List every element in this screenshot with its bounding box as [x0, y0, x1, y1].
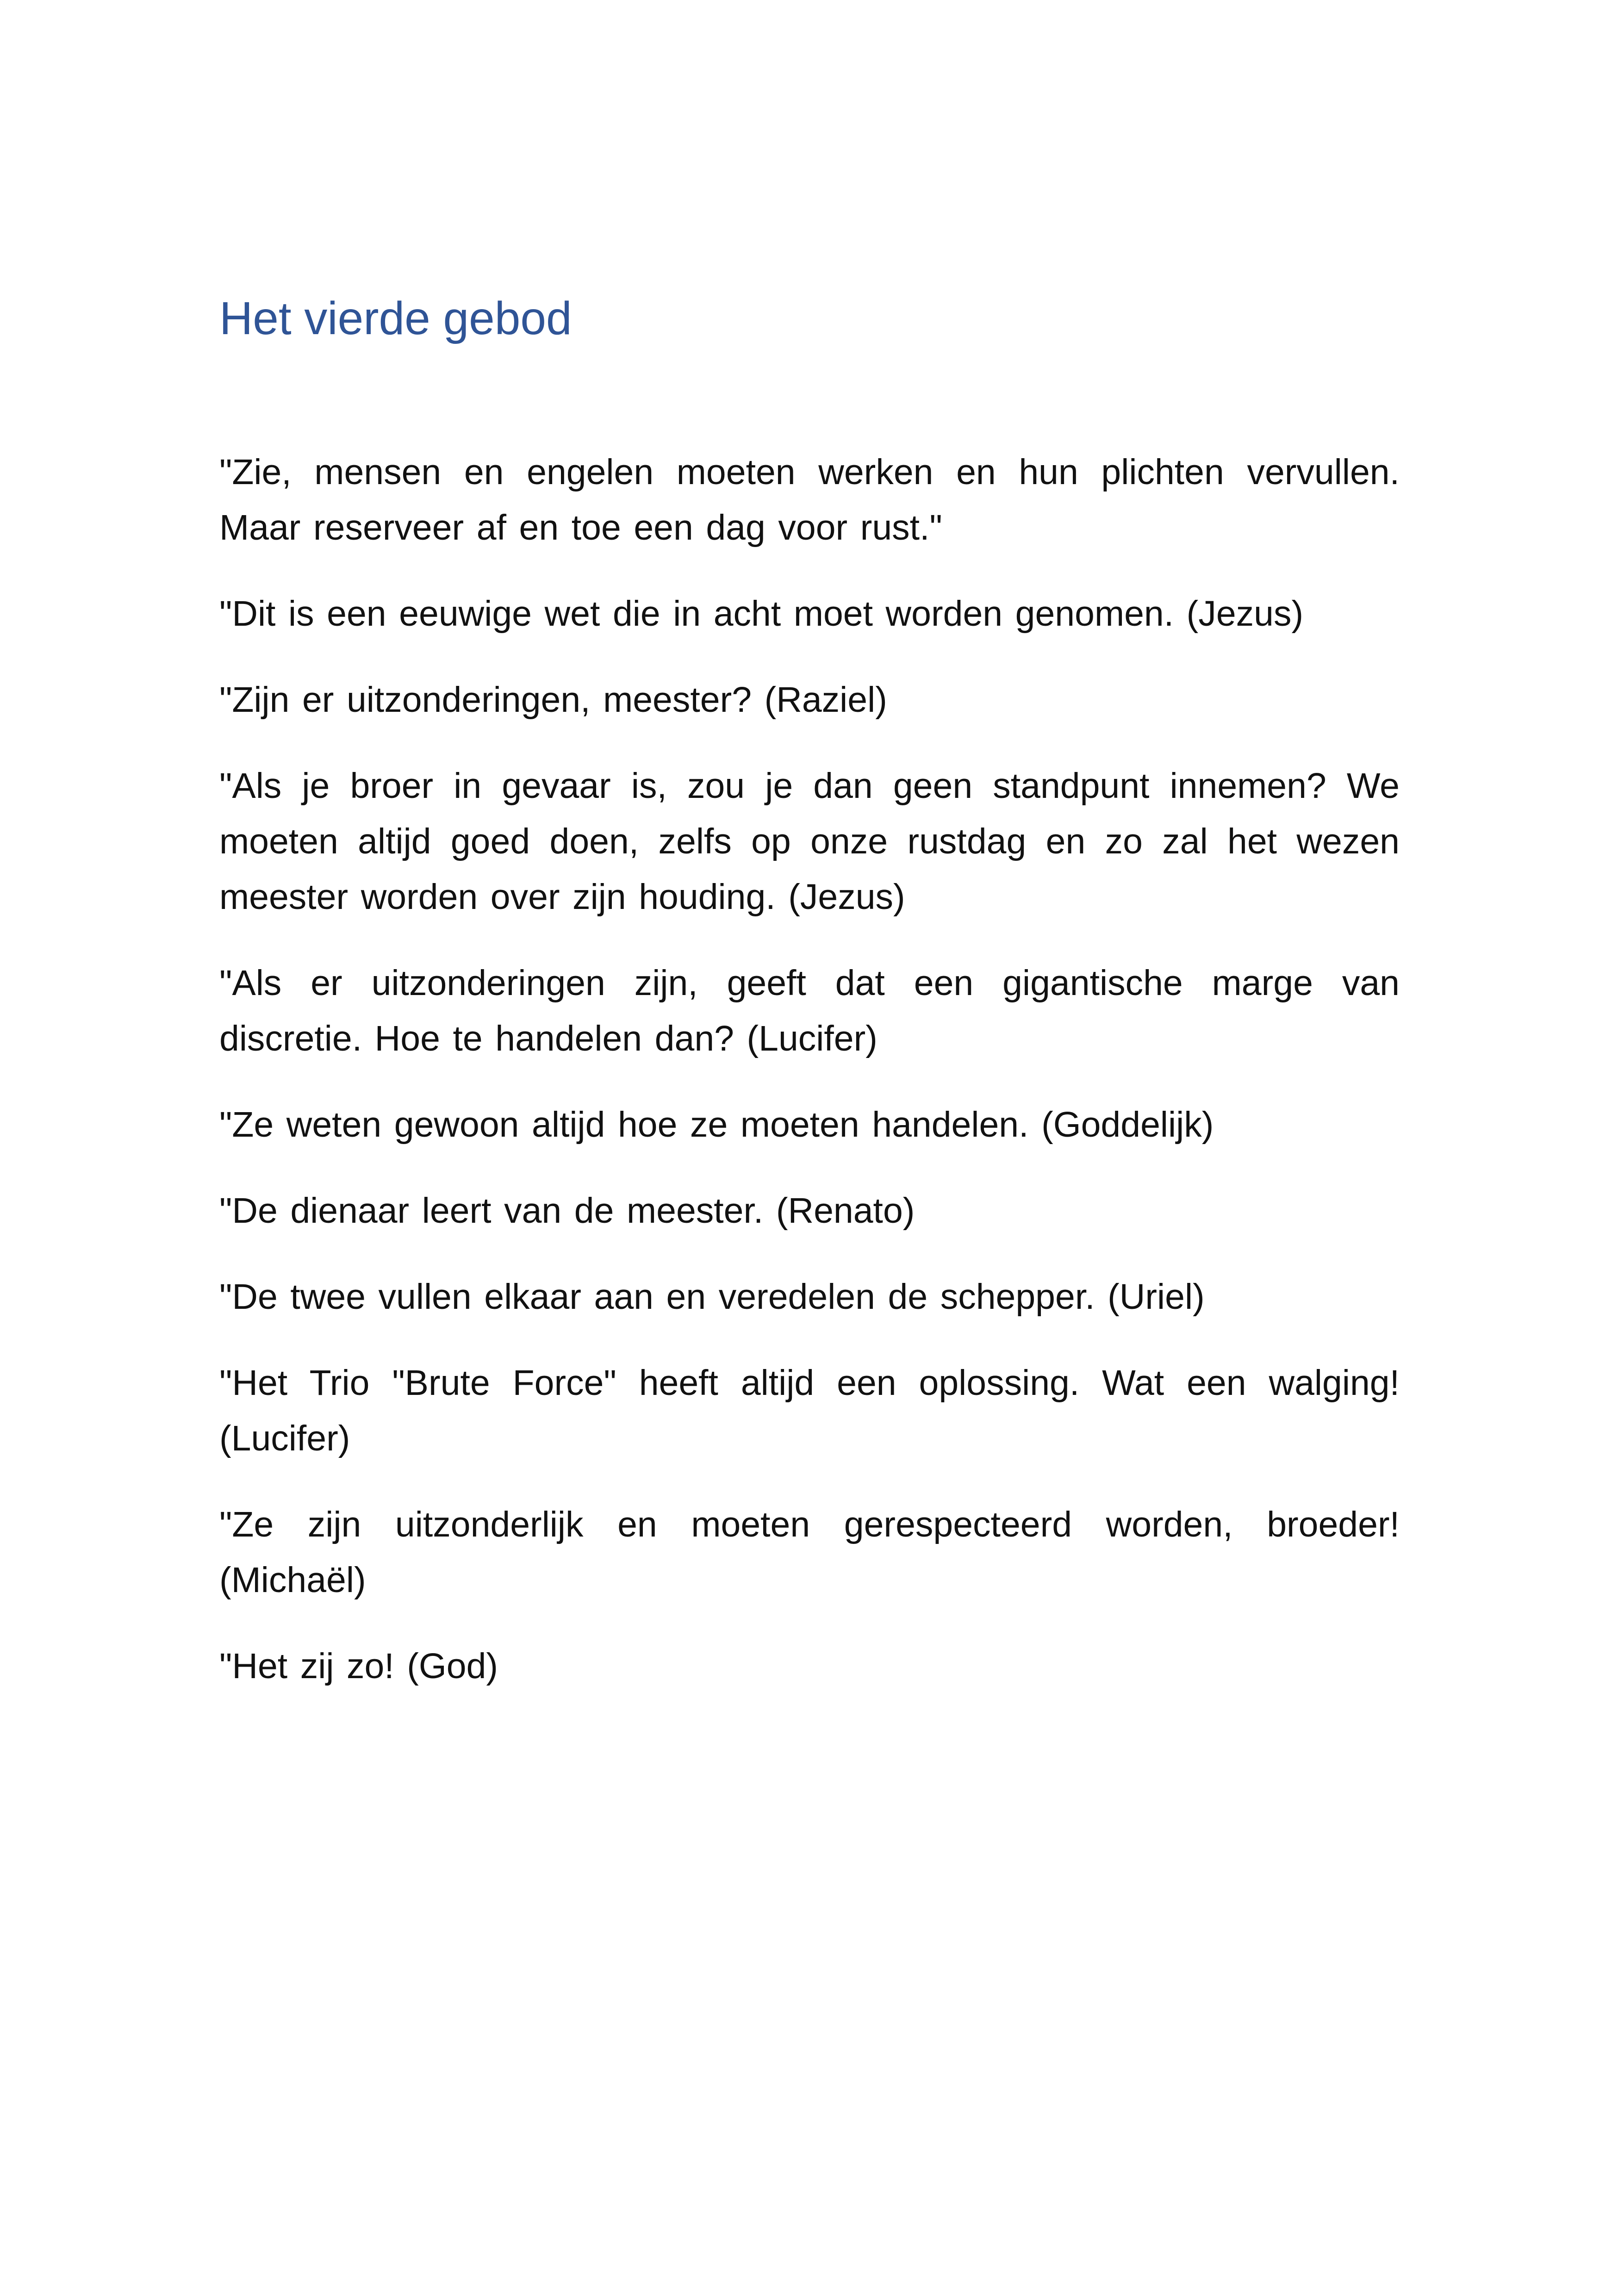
paragraph-9: "Het Trio "Brute Force" heeft altijd een oplossing. Wat een walging! (Lucifer): [219, 1363, 1400, 1458]
paragraph-10: "Ze zijn uitzonderlijk en moeten gerespecteerd worden, broeder! (Michaël): [219, 1505, 1400, 1600]
paragraph-2: "Dit is een eeuwige wet die in acht moet worden genomen. (Jezus): [219, 594, 1304, 634]
paragraph-7: "De dienaar leert van de meester. (Renato): [219, 1191, 915, 1231]
paragraph-11: "Het zij zo! (God): [219, 1646, 498, 1686]
paragraph-6: "Ze weten gewoon altijd hoe ze moeten handelen. (Goddelijk): [219, 1105, 1214, 1145]
paragraph-1: "Zie, mensen en engelen moeten werken en hun plichten vervullen. Maar reserveer af en toe een dag voor rust.": [219, 452, 1400, 548]
paragraph-3: "Zijn er uitzonderingen, meester? (Raziel): [219, 680, 887, 720]
paragraph-4: "Als je broer in gevaar is, zou je dan geen standpunt innemen? We moeten altijd goed doen, zelfs op onze rustdag en zo zal het wezen meester worden over zijn houding. (Jezus): [219, 766, 1400, 917]
paragraph-5: "Als er uitzonderingen zijn, geeft dat een gigantische marge van discretie. Hoe te handelen dan? (Lucifer): [219, 963, 1400, 1058]
document-body: [219, 444, 1400, 1724]
page-title: Het vierde gebod: [219, 292, 572, 344]
paragraph-8: "De twee vullen elkaar aan en veredelen de schepper. (Uriel): [219, 1277, 1205, 1317]
